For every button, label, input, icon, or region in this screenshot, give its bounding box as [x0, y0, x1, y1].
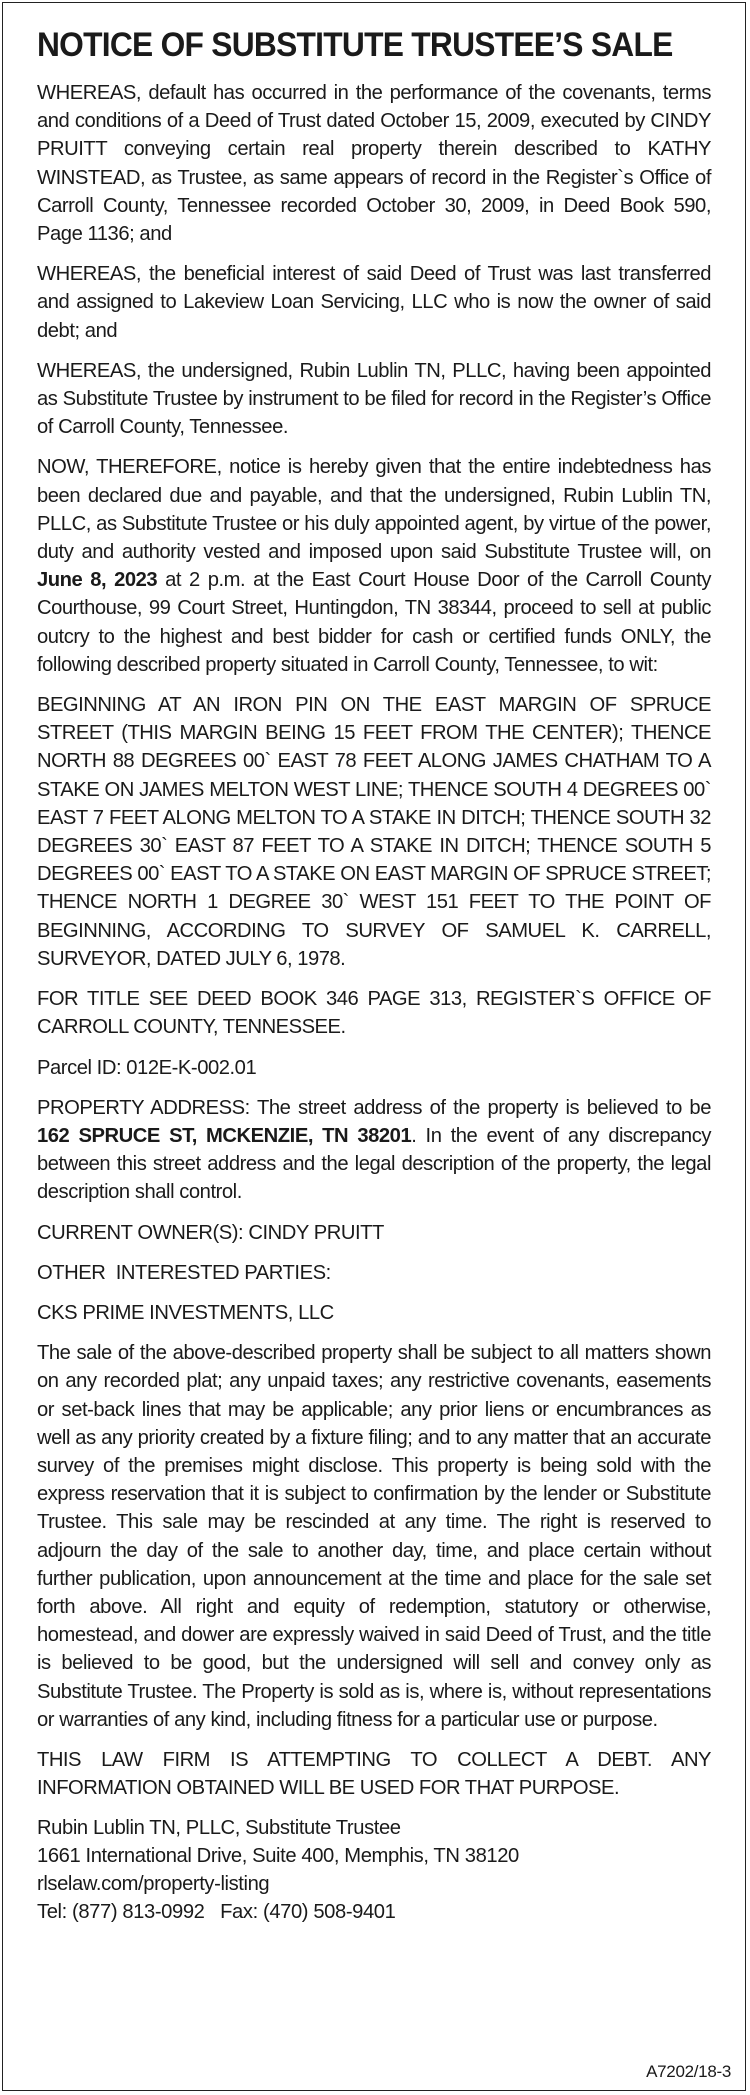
property-address-text-before: PROPERTY ADDRESS: The street address of the property is believed to be: [37, 1096, 711, 1119]
sale-date: June 8, 2023: [37, 569, 158, 592]
parcel-id: Parcel ID: 012E-K-002.01: [37, 1056, 257, 1079]
whereas-default-paragraph: WHEREAS, default has occurred in the performance of the covenants, terms and conditions of a Deed of Trust dated October 15, 2009, executed by CINDY PRUITT conveying certain real property therein described to KATHY WINSTEAD, as Trustee, as same appears of record in the Register`s Office of Carroll County, Tennessee recorded October 30, 2009, in Deed Book 590, Page 1136; and: [37, 82, 711, 246]
property-address-paragraph: [37, 1094, 711, 1207]
legal-notice: [2, 2, 746, 2091]
whereas-appointment-paragraph: WHEREAS, the undersigned, Rubin Lublin TN, PLLC, having been appointed as Substitute Trustee by instrument to be filed for record in the Register’s Office of Carroll County, Tennessee.: [37, 359, 711, 439]
sale-terms-paragraph: The sale of the above-described property shall be subject to all matters shown on any recorded plat; any unpaid taxes; any restrictive covenants, easements or set-back lines that may be applicable; any prior liens or encumbrances as well as any priority created by a fixture filing; and to any matter that an accurate survey of the premises might disclose. This property is being sold with the express reservation that it is subject to confirmation by the lender or Substitute Trustee. This sale may be rescinded at any time. The right is reserved to adjourn the day of the sale to another day, time, and place certain without further publication, upon announcement at the time and place for the sale set forth above. All right and equity of redemption, statutory or otherwise, homestead, and dower are expressly waived in said Deed of Trust, and the title is believed to be good, but the undersigned will sell and convey only as Substitute Trustee. The Property is sold as is, where is, without representations or warranties of any kind, including fitness for a particular use or purpose.: [37, 1342, 711, 1731]
firm-address: 1661 International Drive, Suite 400, Memphis, TN 38120: [37, 1845, 519, 1868]
legal-description: BEGINNING AT AN IRON PIN ON THE EAST MARGIN OF SPRUCE STREET (THIS MARGIN BEING 15 FEET FROM THE CENTER); THENCE NORTH 88 DEGREES 00` EAST 78 FEET ALONG JAMES CHATHAM TO A STAKE ON JAMES MELTON WEST LINE; THENCE SOUTH 4 DEGREES 00` EAST 7 FEET ALONG MELTON TO A STAKE IN DITCH; THENCE SOUTH 32 DEGREES 30` EAST 87 FEET TO A STAKE IN DITCH; THENCE SOUTH 5 DEGREES 00` EAST TO A STAKE ON EAST MARGIN OF SPRUCE STREET; THENCE NORTH 1 DEGREE 30` WEST 151 FEET TO THE POINT OF BEGINNING, ACCORDING TO SURVEY OF SAMUEL K. CARRELL, SURVEYOR, DATED JULY 6, 1978.: [37, 694, 711, 970]
telephone: Tel: (877) 813-0992: [37, 1901, 205, 1924]
phone-fax-row: [37, 1898, 711, 1926]
sale-notice-text-before: NOW, THEREFORE, notice is hereby given that the entire indebtedness has been declared due and payable, and that the undersigned, Rubin Lublin TN, PLLC, as Substitute Trustee or his duly appointed agent, by virtue of the power, duty and authority vested and imposed upon said Substitute Trustee will, on: [37, 456, 711, 564]
notice-title: NOTICE OF SUBSTITUTE TRUSTEE’S SALE: [37, 26, 673, 64]
whereas-assignment-paragraph: WHEREAS, the beneficial interest of said Deed of Trust was last transferred and assigned to Lakeview Loan Servicing, LLC who is now the owner of said debt; and: [37, 263, 711, 342]
firm-website[interactable]: rlselaw.com/property-listing: [37, 1873, 270, 1896]
sale-notice-text-after: at 2 p.m. at the East Court House Door of the Carroll County Courthouse, 99 Court Street, Huntingdon, TN 38344, proceed to sell at public outcry to the highest and best bidder for cash or certified funds ONLY, the following described property situated in Carroll County, Tennessee, to wit:: [37, 569, 712, 676]
sale-notice-paragraph: [37, 453, 711, 679]
ad-code: A7202/18-3: [646, 2062, 731, 2081]
other-parties-heading: OTHER INTERESTED PARTIES:: [37, 1261, 331, 1284]
property-address-text-after: . In the event of any discrepancy between this street address and the legal description of the property, the legal description shall control.: [37, 1124, 711, 1204]
property-address: 162 SPRUCE ST, MCKENZIE, TN 38201: [37, 1124, 412, 1147]
trustee-contact: [37, 1814, 711, 1926]
fax: Fax: (470) 508-9401: [220, 1901, 396, 1924]
other-parties: CKS PRIME INVESTMENTS, LLC: [37, 1301, 334, 1324]
debt-collection-notice: THIS LAW FIRM IS ATTEMPTING TO COLLECT A DEBT. ANY INFORMATION OBTAINED WILL BE USED FOR THAT PURPOSE.: [37, 1748, 711, 1800]
title-reference: FOR TITLE SEE DEED BOOK 346 PAGE 313, REGISTER`S OFFICE OF CARROLL COUNTY, TENNESSEE.: [37, 988, 711, 1039]
current-owners: CURRENT OWNER(S): CINDY PRUITT: [37, 1221, 384, 1244]
firm-name: Rubin Lublin TN, PLLC, Substitute Trustee: [37, 1817, 401, 1840]
